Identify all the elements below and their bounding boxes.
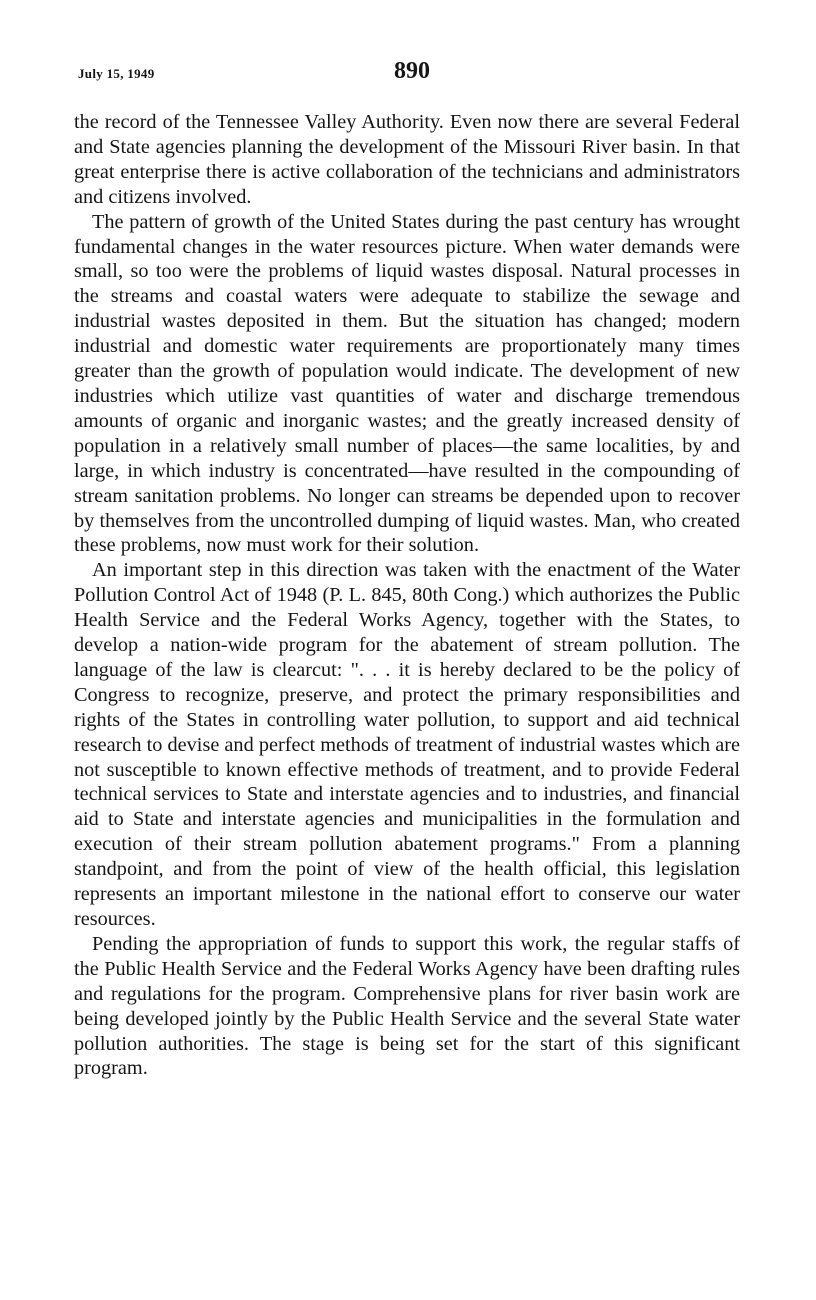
- article-body: [74, 110, 740, 1081]
- paragraph-pending-funds: Pending the appropriation of funds to support this work, the regular staffs of the Public Health Service and the Federal Works Agency have been drafting rules and regulations for the program. Comprehensive plans for river basin work are being developed jointly by the Public Health Service and the several State water pollution authorities. The stage is being set for the start of this significant program.: [74, 932, 740, 1080]
- paragraph-continuation: the record of the Tennessee Valley Authority. Even now there are several Federal and State agencies planning the development of the Missouri River basin. In that great enterprise there is active collaboration of the technicians and administrators and citizens involved.: [74, 111, 740, 208]
- page-number: 890: [394, 58, 430, 84]
- paragraph-growth-pattern: The pattern of growth of the United States during the past century has wrought fundamental changes in the water resources picture. When water demands were small, so too were the problems of liquid wastes disposal. Natural processes in the streams and coastal waters were adequate to stabilize the sewage and industrial wastes deposited in them. But the situation has changed; modern industrial and domestic water requirements are proportionately many times greater than the growth of population would indicate. The development of new industries which utilize vast quantities of water and discharge tremendous amounts of organic and inorganic wastes; and the greatly increased density of population in a relatively small number of places—the same localities, by and large, in which industry is concentrated—have resulted in the compounding of stream sanitation problems. No longer can streams be depended upon to recover by themselves from the uncontrolled dumping of liquid wastes. Man, who created these problems, now must work for their solution.: [74, 210, 740, 557]
- publication-date: July 15, 1949: [78, 66, 155, 81]
- paragraph-pollution-act: An important step in this direction was taken with the enactment of the Water Pollution Control Act of 1948 (P. L. 845, 80th Cong.) which authorizes the Public Health Service and the Federal Works Agency, together with the States, to develop a nation-wide program for the abatement of stream pollution. The language of the law is clearcut: ". . . it is hereby declared to be the policy of Congress to recognize, preserve, and protect the primary responsibilities and rights of the States in controlling water pollution, to support and aid technical research to devise and perfect methods of treatment of industrial wastes which are not susceptible to known effective methods of treatment, and to provide Federal technical services to State and interstate agencies and to industries, and financial aid to State and interstate agencies and municipalities in the formulation and execution of their stream pollution abatement programs." From a planning standpoint, and from the point of view of the health official, this legislation represents an important milestone in the national effort to conserve our water resources.: [74, 559, 740, 930]
- page-header: [76, 58, 740, 98]
